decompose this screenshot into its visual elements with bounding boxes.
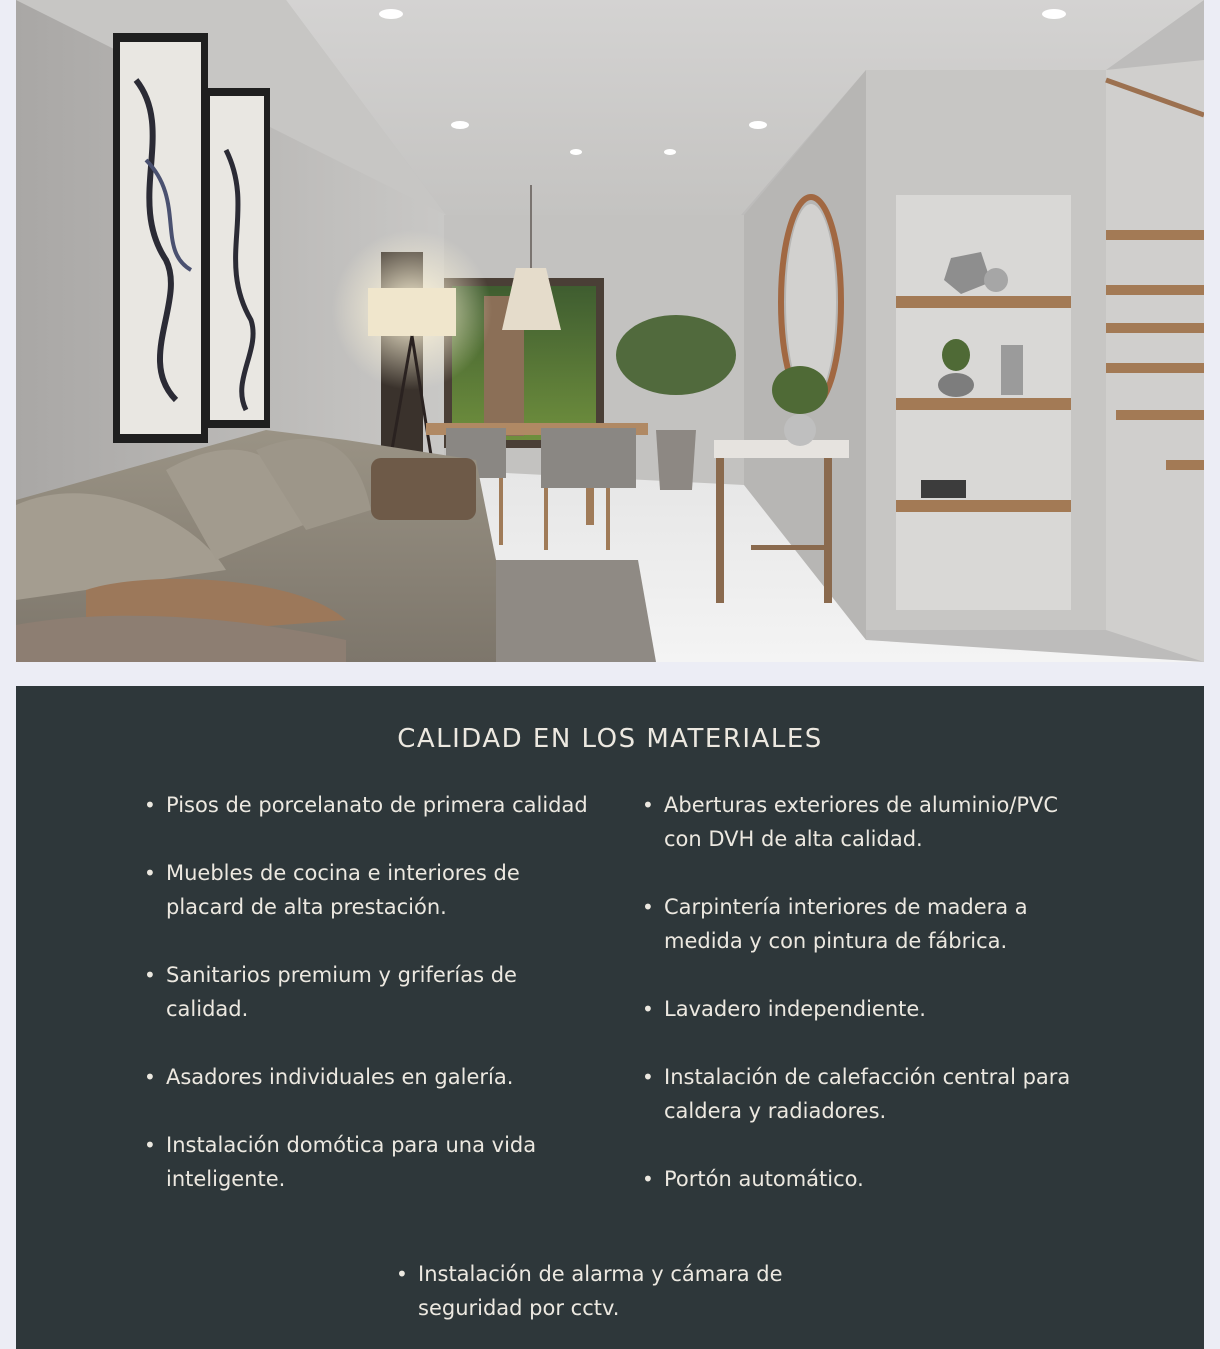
bullet-icon: • <box>642 895 654 919</box>
bullet-icon: • <box>144 963 156 987</box>
list-item-text: Instalación de alarma y cámara de seguridad por cctv. <box>418 1262 783 1320</box>
living-room-illustration <box>16 0 1204 662</box>
list-item-text: Pisos de porcelanato de primera calidad <box>166 793 588 817</box>
bullet-icon: • <box>642 793 654 817</box>
list-item-text: Asadores individuales en galería. <box>166 1065 514 1089</box>
list-item-text: Instalación de calefacción central para caldera y radiadores. <box>664 1065 1071 1123</box>
materials-list-right <box>642 788 1082 1196</box>
list-item-text: Portón automático. <box>664 1167 864 1191</box>
list-item <box>144 856 589 924</box>
bullet-icon: • <box>144 1065 156 1089</box>
materials-list-center <box>396 1257 856 1325</box>
section-title: CALIDAD EN LOS MATERIALES <box>397 724 823 754</box>
bullet-icon: • <box>642 997 654 1021</box>
list-item-text: Muebles de cocina e interiores de placard de alta prestación. <box>166 861 520 919</box>
materials-section <box>16 686 1204 1349</box>
list-item <box>642 788 1082 856</box>
bullet-icon: • <box>396 1262 408 1286</box>
bullet-icon: • <box>642 1167 654 1191</box>
list-item <box>642 890 1082 958</box>
interior-photo <box>16 0 1204 662</box>
bullet-icon: • <box>642 1065 654 1089</box>
bullet-icon: • <box>144 1133 156 1157</box>
list-item-text: Sanitarios premium y griferías de calidad. <box>166 963 517 1021</box>
list-item-text: Carpintería interiores de madera a medida y con pintura de fábrica. <box>664 895 1028 953</box>
list-item <box>144 1128 589 1196</box>
list-item-text: Lavadero independiente. <box>664 997 926 1021</box>
materials-list-left <box>144 788 589 1196</box>
list-item <box>642 1162 1082 1196</box>
list-item <box>642 1060 1082 1128</box>
list-item <box>642 992 1082 1026</box>
list-item <box>144 958 589 1026</box>
list-item <box>144 788 589 822</box>
bullet-icon: • <box>144 861 156 885</box>
list-item <box>144 1060 589 1094</box>
bullet-icon: • <box>144 793 156 817</box>
list-item <box>396 1257 856 1325</box>
list-item-text: Aberturas exteriores de aluminio/PVC con DVH de alta calidad. <box>664 793 1059 851</box>
list-item-text: Instalación domótica para una vida inteligente. <box>166 1133 537 1191</box>
